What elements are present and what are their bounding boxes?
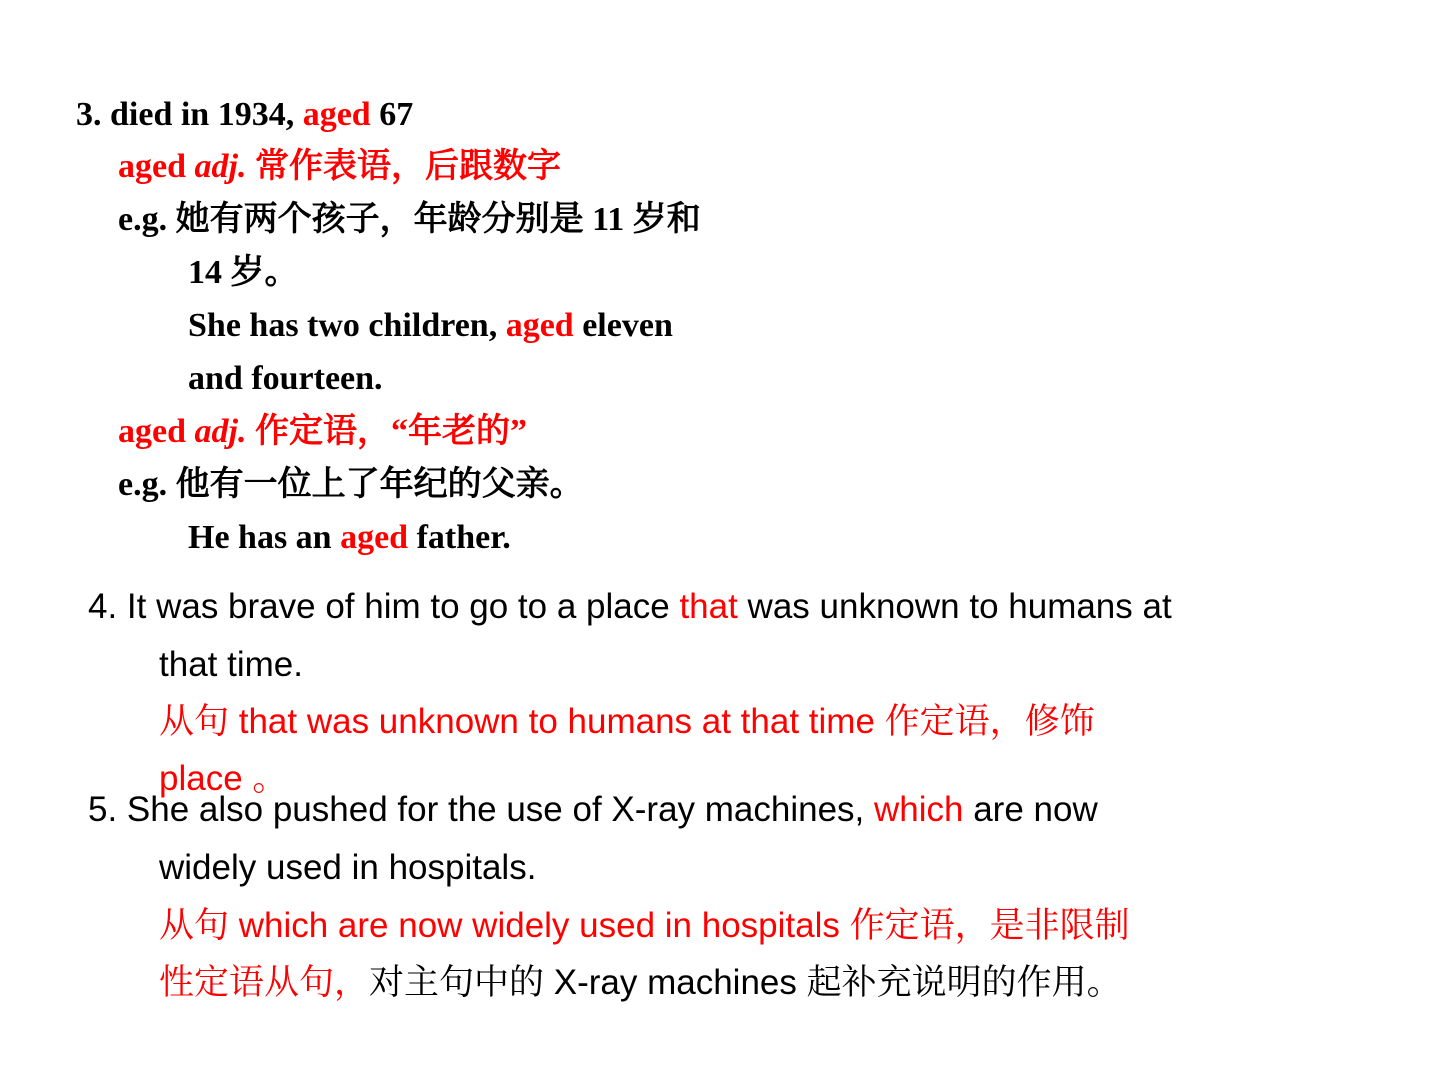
highlight-which: which [874, 790, 964, 829]
item-4-sentence: 4. It was brave of him to go to a place that was unknown to humans at [88, 587, 1172, 626]
item-4-sentence-cont: that time. [159, 645, 303, 684]
example-english-2: He has an aged father. [188, 519, 511, 556]
item-3-heading: 3. died in 1934, aged 67 [76, 96, 414, 133]
item-5-sentence-cont: widely used in hospitals. [159, 848, 537, 887]
highlight-that: that [679, 587, 738, 626]
item-4-explanation-cont: place 。 [159, 759, 288, 798]
highlight-aged: aged [505, 307, 574, 344]
highlight-aged: aged [340, 519, 409, 556]
usage-note-predicative: aged adj. 常作表语，后跟数字 [118, 148, 561, 185]
example-english-1: She has two children, aged eleven [188, 307, 673, 344]
example-chinese-2: e.g. 他有一位上了年纪的父亲。 [118, 466, 584, 503]
highlight-aged: aged [302, 96, 371, 133]
example-english-1-cont: and fourteen. [188, 360, 383, 397]
item-5-sentence: 5. She also pushed for the use of X-ray machines, which are now [88, 790, 1098, 829]
item-5-explanation-cont: 性定语从句，对主句中的 X-ray machines 起补充说明的作用。 [159, 963, 1122, 1002]
example-chinese-1-cont: 14 岁。 [188, 254, 299, 291]
usage-note-attributive: aged adj. 作定语，“年老的” [118, 413, 527, 450]
example-chinese-1: e.g. 她有两个孩子，年龄分别是 11 岁和 [118, 201, 701, 238]
item-4-explanation: 从句 that was unknown to humans at that time 作定语，修饰 [159, 702, 1095, 741]
item-5-explanation: 从句 which are now widely used in hospitals 作定语，是非限制 [159, 906, 1130, 945]
